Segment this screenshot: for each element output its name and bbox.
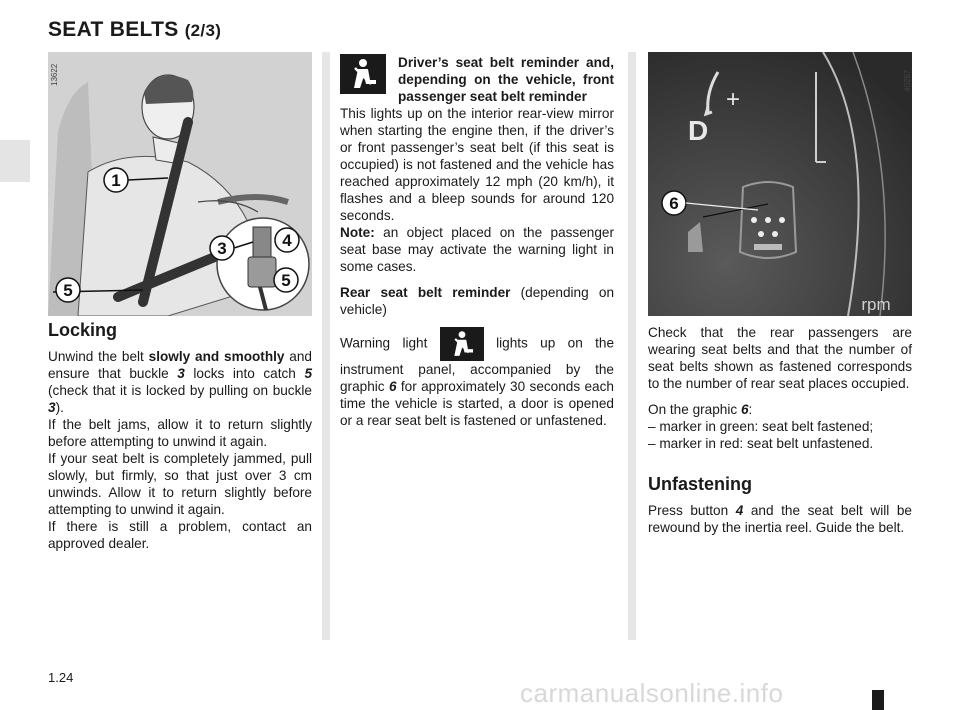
seatbelt-warning-icon bbox=[340, 54, 386, 94]
rear-check-paragraph: Check that the rear passengers are wearing seat belts and that the number of seat belts shown as fastened corresponds to the number of rear seat places occupied. bbox=[648, 325, 912, 391]
seatbelt-warning-icon-inline bbox=[440, 327, 484, 361]
right-figure-code: 40267 bbox=[903, 69, 912, 92]
rp2-c: : bbox=[748, 402, 753, 417]
warning-light-paragraph bbox=[340, 327, 614, 429]
section-tab bbox=[0, 140, 30, 182]
title-text: SEAT BELTS bbox=[48, 18, 179, 41]
warn-d: for approximately 30 seconds each time the vehicle is started, a door is opened or a rear seat belt is fastened or unfastened. bbox=[340, 379, 614, 428]
rp3-b: 4 bbox=[735, 503, 744, 518]
rear-title: Rear seat belt reminder bbox=[340, 285, 511, 300]
list-item: – marker in green: seat belt fastened; bbox=[648, 419, 874, 434]
rear-reminder-heading bbox=[340, 284, 614, 318]
lp1-c: and ensure that buckle bbox=[48, 349, 312, 381]
lp1-h: 3 bbox=[48, 400, 56, 415]
page-title bbox=[48, 18, 221, 42]
note-label: Note: bbox=[340, 225, 375, 240]
reminder-body: This lights up on the interior rear-view mirror when starting the engine then, if the driver’s or front passenger’s seat belt (if this seat is occupied) is not fastened and the vehicle has reached approximately 12 mph (20 km/h), it flashes and a bleep sounds for around 120 seconds. bbox=[340, 106, 614, 223]
warn-b: lights up on the instrument panel, accompanied by the graphic bbox=[340, 335, 615, 394]
unfastening-heading: Unfastening bbox=[648, 474, 753, 494]
rp3-a: Press button bbox=[648, 503, 736, 518]
instrument-panel-illustration bbox=[648, 52, 912, 316]
list-item: – marker in red: seat belt unfastened. bbox=[648, 436, 874, 451]
callout-1: 1 bbox=[111, 171, 121, 190]
rp2-b: 6 bbox=[740, 402, 749, 417]
lp1-f: 5 bbox=[304, 366, 312, 381]
rpm-label: rpm bbox=[861, 295, 891, 314]
callout-3: 3 bbox=[217, 239, 227, 258]
column-divider-right bbox=[628, 52, 636, 640]
locking-paragraph-1 bbox=[48, 348, 312, 416]
marker-list bbox=[648, 418, 912, 452]
left-column bbox=[48, 322, 312, 561]
watermark: carmanualsonline.info bbox=[520, 678, 784, 708]
column-divider-left bbox=[322, 52, 330, 640]
note-paragraph bbox=[340, 224, 614, 275]
reminder-block bbox=[340, 54, 614, 105]
locking-heading: Locking bbox=[48, 320, 118, 340]
driver-seatbelt-illustration bbox=[48, 52, 312, 316]
callout-6: 6 bbox=[669, 194, 679, 213]
lp1-b: slowly and smoothly bbox=[148, 349, 285, 364]
lp1-g: (check that it is locked by pulling on buckle bbox=[48, 383, 312, 398]
title-part: (2/3) bbox=[184, 21, 222, 40]
rp3-c: and the seat belt will be rewound by the inertia reel. Guide the belt. bbox=[648, 503, 912, 535]
unfastening-paragraph bbox=[648, 502, 912, 536]
callout-4: 4 bbox=[282, 231, 292, 250]
left-figure-code: 13622 bbox=[50, 63, 59, 86]
driver-seatbelt-drawing bbox=[48, 52, 312, 316]
locking-paragraph-2: If the belt jams, allow it to return slightly before attempting to unwind it again. bbox=[48, 417, 312, 449]
plus-sign: + bbox=[726, 86, 741, 113]
lp1-e: locks into catch bbox=[184, 366, 305, 381]
rear-suffix: (depending on vehicle) bbox=[340, 285, 614, 317]
rp2-a: On the graphic bbox=[648, 402, 741, 417]
warn-a: Warning light bbox=[340, 335, 440, 351]
right-column bbox=[648, 324, 912, 545]
warn-c: 6 bbox=[388, 379, 397, 394]
instrument-panel-drawing bbox=[648, 52, 912, 316]
graphic-intro bbox=[648, 401, 912, 418]
corner-marker bbox=[872, 690, 884, 710]
lp1-a: Unwind the belt bbox=[48, 349, 149, 364]
locking-paragraph-3: If your seat belt is completely jammed, pull slowly, but firmly, so that just over 3 cm unwinds. Allow it to return slightly before attempting to unwind it again. bbox=[48, 451, 312, 517]
note-body: an object placed on the passenger seat base may activate the warning light in some cases. bbox=[340, 225, 614, 274]
reminder-title: Driver’s seat belt reminder and, depending on the vehicle, front passenger seat belt reminder bbox=[398, 55, 614, 104]
gear-indicator: D bbox=[688, 115, 709, 146]
locking-paragraph-4: If there is still a problem, contact an approved dealer. bbox=[48, 519, 312, 551]
middle-column bbox=[340, 54, 614, 438]
callout-5-left: 5 bbox=[63, 281, 73, 300]
callout-5-right: 5 bbox=[281, 271, 291, 290]
lp1-i: ). bbox=[55, 400, 64, 415]
page-number: 1.24 bbox=[48, 670, 74, 685]
lp1-d: 3 bbox=[177, 366, 185, 381]
